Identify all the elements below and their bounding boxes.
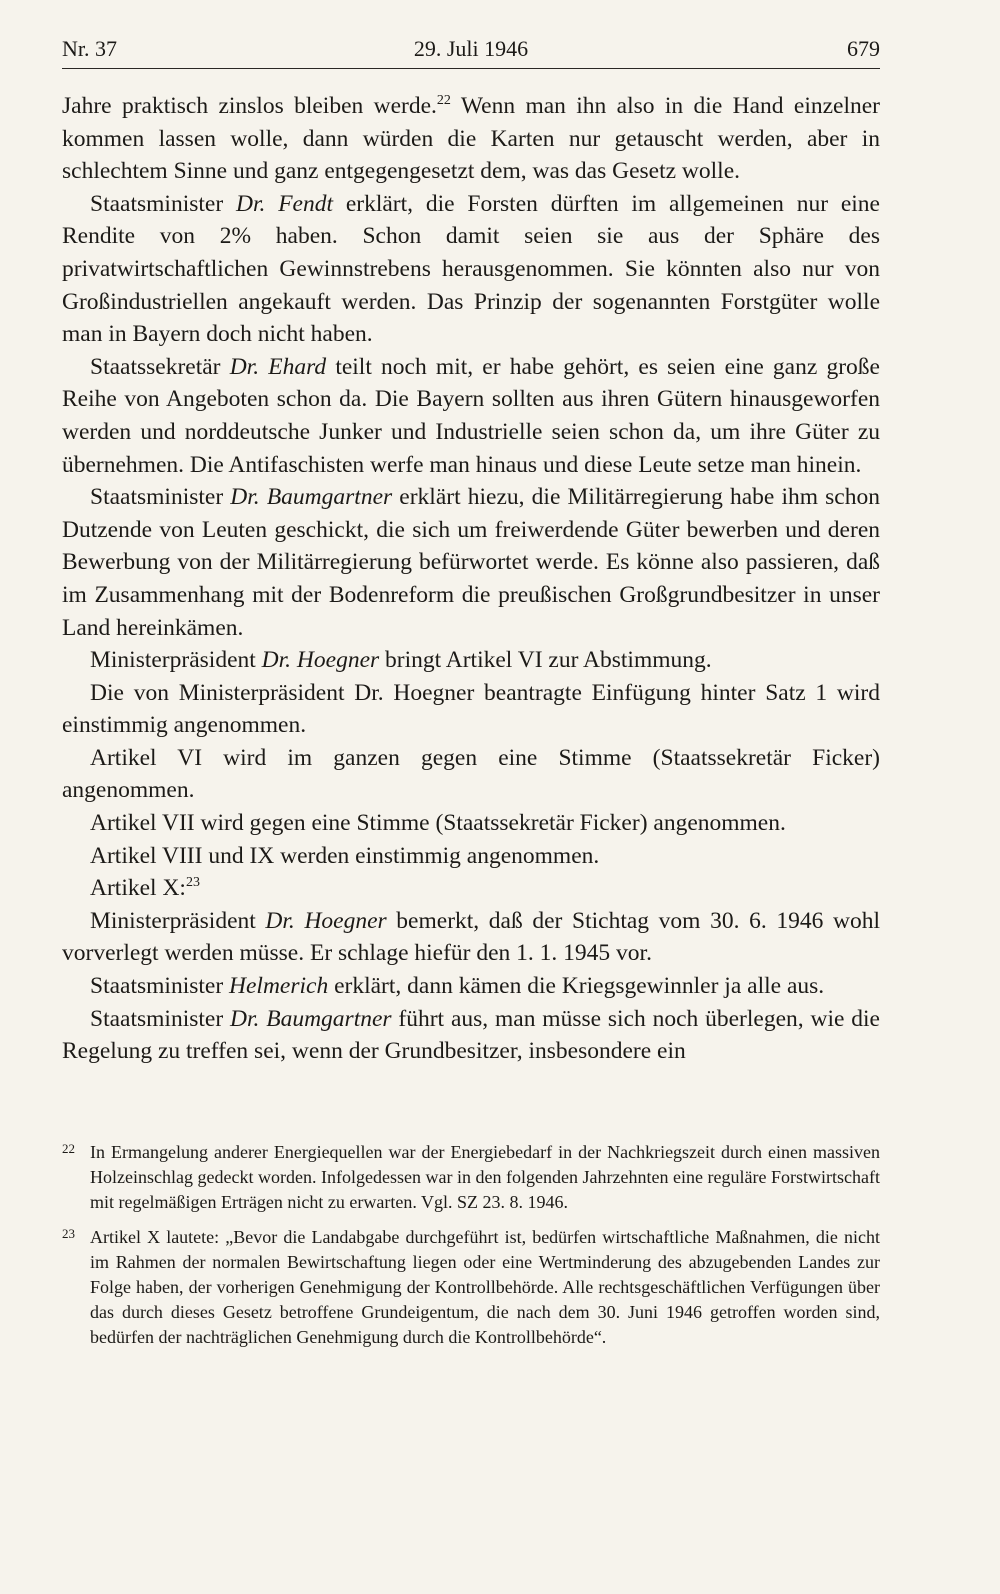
footnotes <box>62 1140 880 1360</box>
paragraph-text: Staatsminister <box>90 484 231 511</box>
page-number: 679 <box>847 36 880 61</box>
paragraph-text: führt aus, man müsse sich noch überlegen, wie die Regelung zu treffen sei, wenn der Grundbesitzer, insbesondere ein <box>62 1005 880 1065</box>
body-paragraph <box>62 644 880 677</box>
footnote <box>62 1225 880 1350</box>
body-paragraph <box>62 970 880 1003</box>
speaker-name: Dr. Fendt <box>235 190 334 217</box>
paragraph-text: Ministerpräsident <box>90 647 262 674</box>
header-date: 29. Juli 1946 <box>413 36 529 61</box>
paragraph-text: Staatsminister <box>90 190 236 217</box>
body-paragraph <box>62 188 880 351</box>
body-paragraph <box>62 742 880 807</box>
paragraph-text: bringt Artikel VI zur Abstimmung. <box>379 647 712 674</box>
footnote-number: 22 <box>62 1141 75 1156</box>
body-paragraph <box>62 905 880 970</box>
speaker-name: Dr. Hoegner <box>261 647 380 674</box>
paragraph-text: erklärt, dann kämen die Kriegsgewinnler ja alle aus. <box>328 973 825 1000</box>
footnote-reference: 23 <box>185 875 200 891</box>
paragraph-text: Artikel X: <box>90 875 186 902</box>
body-paragraph <box>62 807 880 840</box>
footnote-reference: 22 <box>436 93 451 108</box>
paragraph-text: Artikel VII wird gegen eine Stimme (Staatssekretär Ficker) angenommen. <box>90 810 786 837</box>
paragraph-text: Artikel VI wird im ganzen gegen eine Stimme (Staatssekretär Ficker) angenommen. <box>62 744 880 804</box>
paragraph-text: Jahre praktisch zinslos bleiben werde. <box>62 93 437 119</box>
paragraph-text: Die von Ministerpräsident Dr. Hoegner beantragte Einfügung hinter Satz 1 wird einstimmig angenommen. <box>62 679 880 739</box>
paragraph-text: Artikel VIII und IX werden einstimmig angenommen. <box>90 842 600 869</box>
speaker-name: Helmerich <box>229 973 329 1000</box>
footnote-text: Artikel X lautete: „Bevor die Landabgabe durchgeführt ist, bedürfen wirtschaftliche Maßnahmen, die nicht im Rahmen der normalen Bewirtschaftung liegen oder eine Wertminderung des abzugebenden Landes zur Folge haben, der vorherigen Genehmigung der Kontrollbehörde. Alle rechtsgeschäftlichen Verfügungen über das durch dieses Gesetz betroffene Grundeigentum, die nach dem 30. Juni 1946 getroffen worden sind, bedürfen der nachträglichen Genehmigung durch die Kontrollbehörde“. <box>90 1227 880 1347</box>
footnote-text: In Ermangelung anderer Energiequellen war der Energiebedarf in der Nachkriegszeit durch einen massiven Holzeinschlag gedeckt worden. Infolgedessen war in den folgenden Jahrzehnten eine reguläre Forstwirtschaft mit regelmäßigen Erträgen nicht zu erwarten. Vgl. SZ 23. 8. 1946. <box>90 1142 880 1212</box>
paragraph-text: Staatssekretär <box>90 353 230 380</box>
body-paragraph <box>62 872 880 905</box>
body-paragraph <box>62 1003 880 1068</box>
body-paragraph <box>62 840 880 873</box>
paragraph-text: Ministerpräsident <box>90 907 266 934</box>
paragraph-text: teilt noch mit, er habe gehört, es seien eine ganz große Reihe von Angeboten schon da. Die Bayern sollten aus ihren Gütern hinausgeworfen werden und norddeutsche Junker und Industrielle seien schon da, um ihre Güter zu übernehmen. Die Antifaschisten werfe man hinaus und diese Leute setze man hinein. <box>62 353 880 478</box>
paragraph-text: Staatsminister <box>90 973 230 1000</box>
paragraph-text: Wenn man ihn also in die Hand einzelner kommen lassen wolle, dann würden die Karten nur getauscht werden, aber in schlechtem Sinne und ganz entgegengesetzt dem, was das Gesetz wolle. <box>62 93 880 185</box>
speaker-name: Dr. Ehard <box>229 353 327 380</box>
paragraph-text: erklärt, die Forsten dürften im allgemeinen nur eine Rendite von 2% haben. Schon damit seien sie aus der Sphäre des privatwirtschaftlichen Gewinnstrebens herausgenommen. Sie könnten also nur von Großindustriellen angekauft werden. Das Prinzip der sogenannten Forstgüter wolle man in Bayern doch nicht haben. <box>62 190 880 348</box>
footnote-number: 23 <box>62 1226 75 1241</box>
body-text <box>62 90 880 1068</box>
paragraph-text: erklärt hiezu, die Militärregierung habe ihm schon Dutzende von Leuten geschickt, die sich um freiwerdende Güter bewerben und deren Bewerbung von der Militärregierung befürwortet werde. Es könne also passieren, daß im Zusammenhang mit der Bodenreform die preußischen Großgrundbesitzer in unser Land hereinkämen. <box>62 484 880 641</box>
body-paragraph <box>62 677 880 742</box>
speaker-name: Dr. Baumgartner <box>230 484 393 511</box>
issue-number: Nr. 37 <box>62 36 117 61</box>
speaker-name: Dr. Baumgartner <box>230 1005 392 1032</box>
body-paragraph <box>62 90 880 188</box>
body-paragraph <box>62 351 880 481</box>
paragraph-text: bemerkt, daß der Stichtag vom 30. 6. 1946 wohl vorverlegt werden müsse. Er schlage hiefür den 1. 1. 1945 vor. <box>62 907 880 967</box>
paragraph-text: Staatsminister <box>90 1005 230 1032</box>
footnote <box>62 1140 880 1215</box>
speaker-name: Dr. Hoegner <box>265 907 387 934</box>
running-header <box>62 34 880 69</box>
body-paragraph <box>62 481 880 644</box>
